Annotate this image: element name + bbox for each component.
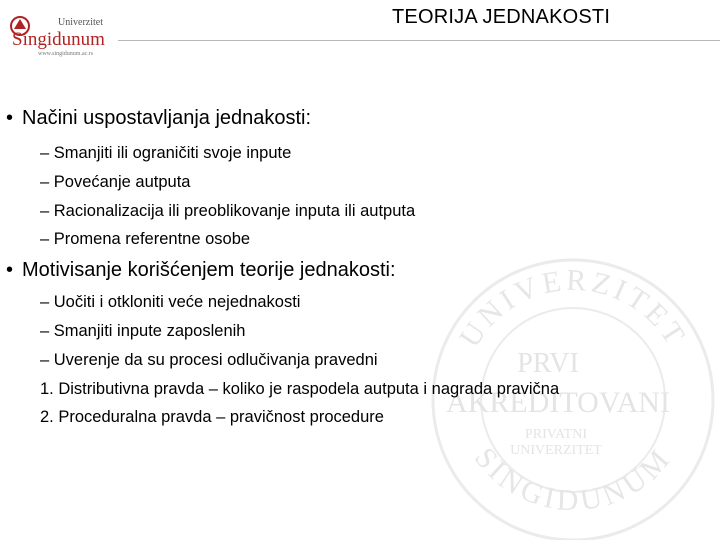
bullet-1-sublist: [6, 139, 718, 254]
slide-title: TEORIJA JEDNAKOSTI: [392, 6, 611, 28]
bullet-2-sublist: [6, 288, 718, 432]
numbered-item: 1. Distributivna pravda – koliko je raspodela autputa i nagrada pravična: [40, 379, 560, 398]
sub-item: – Uverenje da su procesi odlučivanja pravedni: [40, 350, 378, 369]
watermark-line3: PRIVATNI: [525, 427, 587, 442]
sub-item: – Povećanje autputa: [40, 172, 191, 191]
logo-name: Singidunum: [12, 29, 105, 50]
numbered-item: 2. Proceduralna pravda – pravičnost procedure: [40, 408, 384, 427]
watermark-line1: PRVI: [517, 348, 579, 379]
bullet-2: [6, 258, 718, 282]
logo-url: www.singidunum.ac.rs: [38, 51, 94, 57]
slide-content: [6, 106, 718, 432]
header-divider: [118, 40, 720, 41]
bullet-1: [6, 106, 718, 130]
watermark-line2: AKREDITOVANI: [446, 386, 670, 419]
sub-item: – Smanjiti ili ograničiti svoje inpute: [40, 144, 292, 162]
sub-item: – Uočiti i otkloniti veće nejednakosti: [40, 293, 301, 312]
watermark-line4: UNIVERZITET: [510, 443, 602, 458]
sub-item: – Promena referentne osobe: [40, 230, 251, 249]
sub-item: – Smanjiti inpute zaposlenih: [40, 321, 246, 340]
sub-item: – Racionalizacija ili preoblikovanje inputa ili autputa: [40, 201, 416, 220]
bullet-1-label: Načini uspostavljanja jednakosti:: [22, 107, 312, 129]
watermark-ring-bottom: SINGIDUNUM: [468, 440, 679, 518]
bullet-dot-icon: •: [6, 259, 14, 282]
watermark-ring-top: UNIVERZITET: [453, 263, 694, 354]
bullet-dot-icon: •: [6, 107, 14, 129]
university-logo: [8, 14, 120, 58]
bullet-2-label: Motivisanje korišćenjem teorije jednakosti:: [22, 259, 396, 282]
logo-top-text: Univerzitet: [58, 17, 103, 28]
